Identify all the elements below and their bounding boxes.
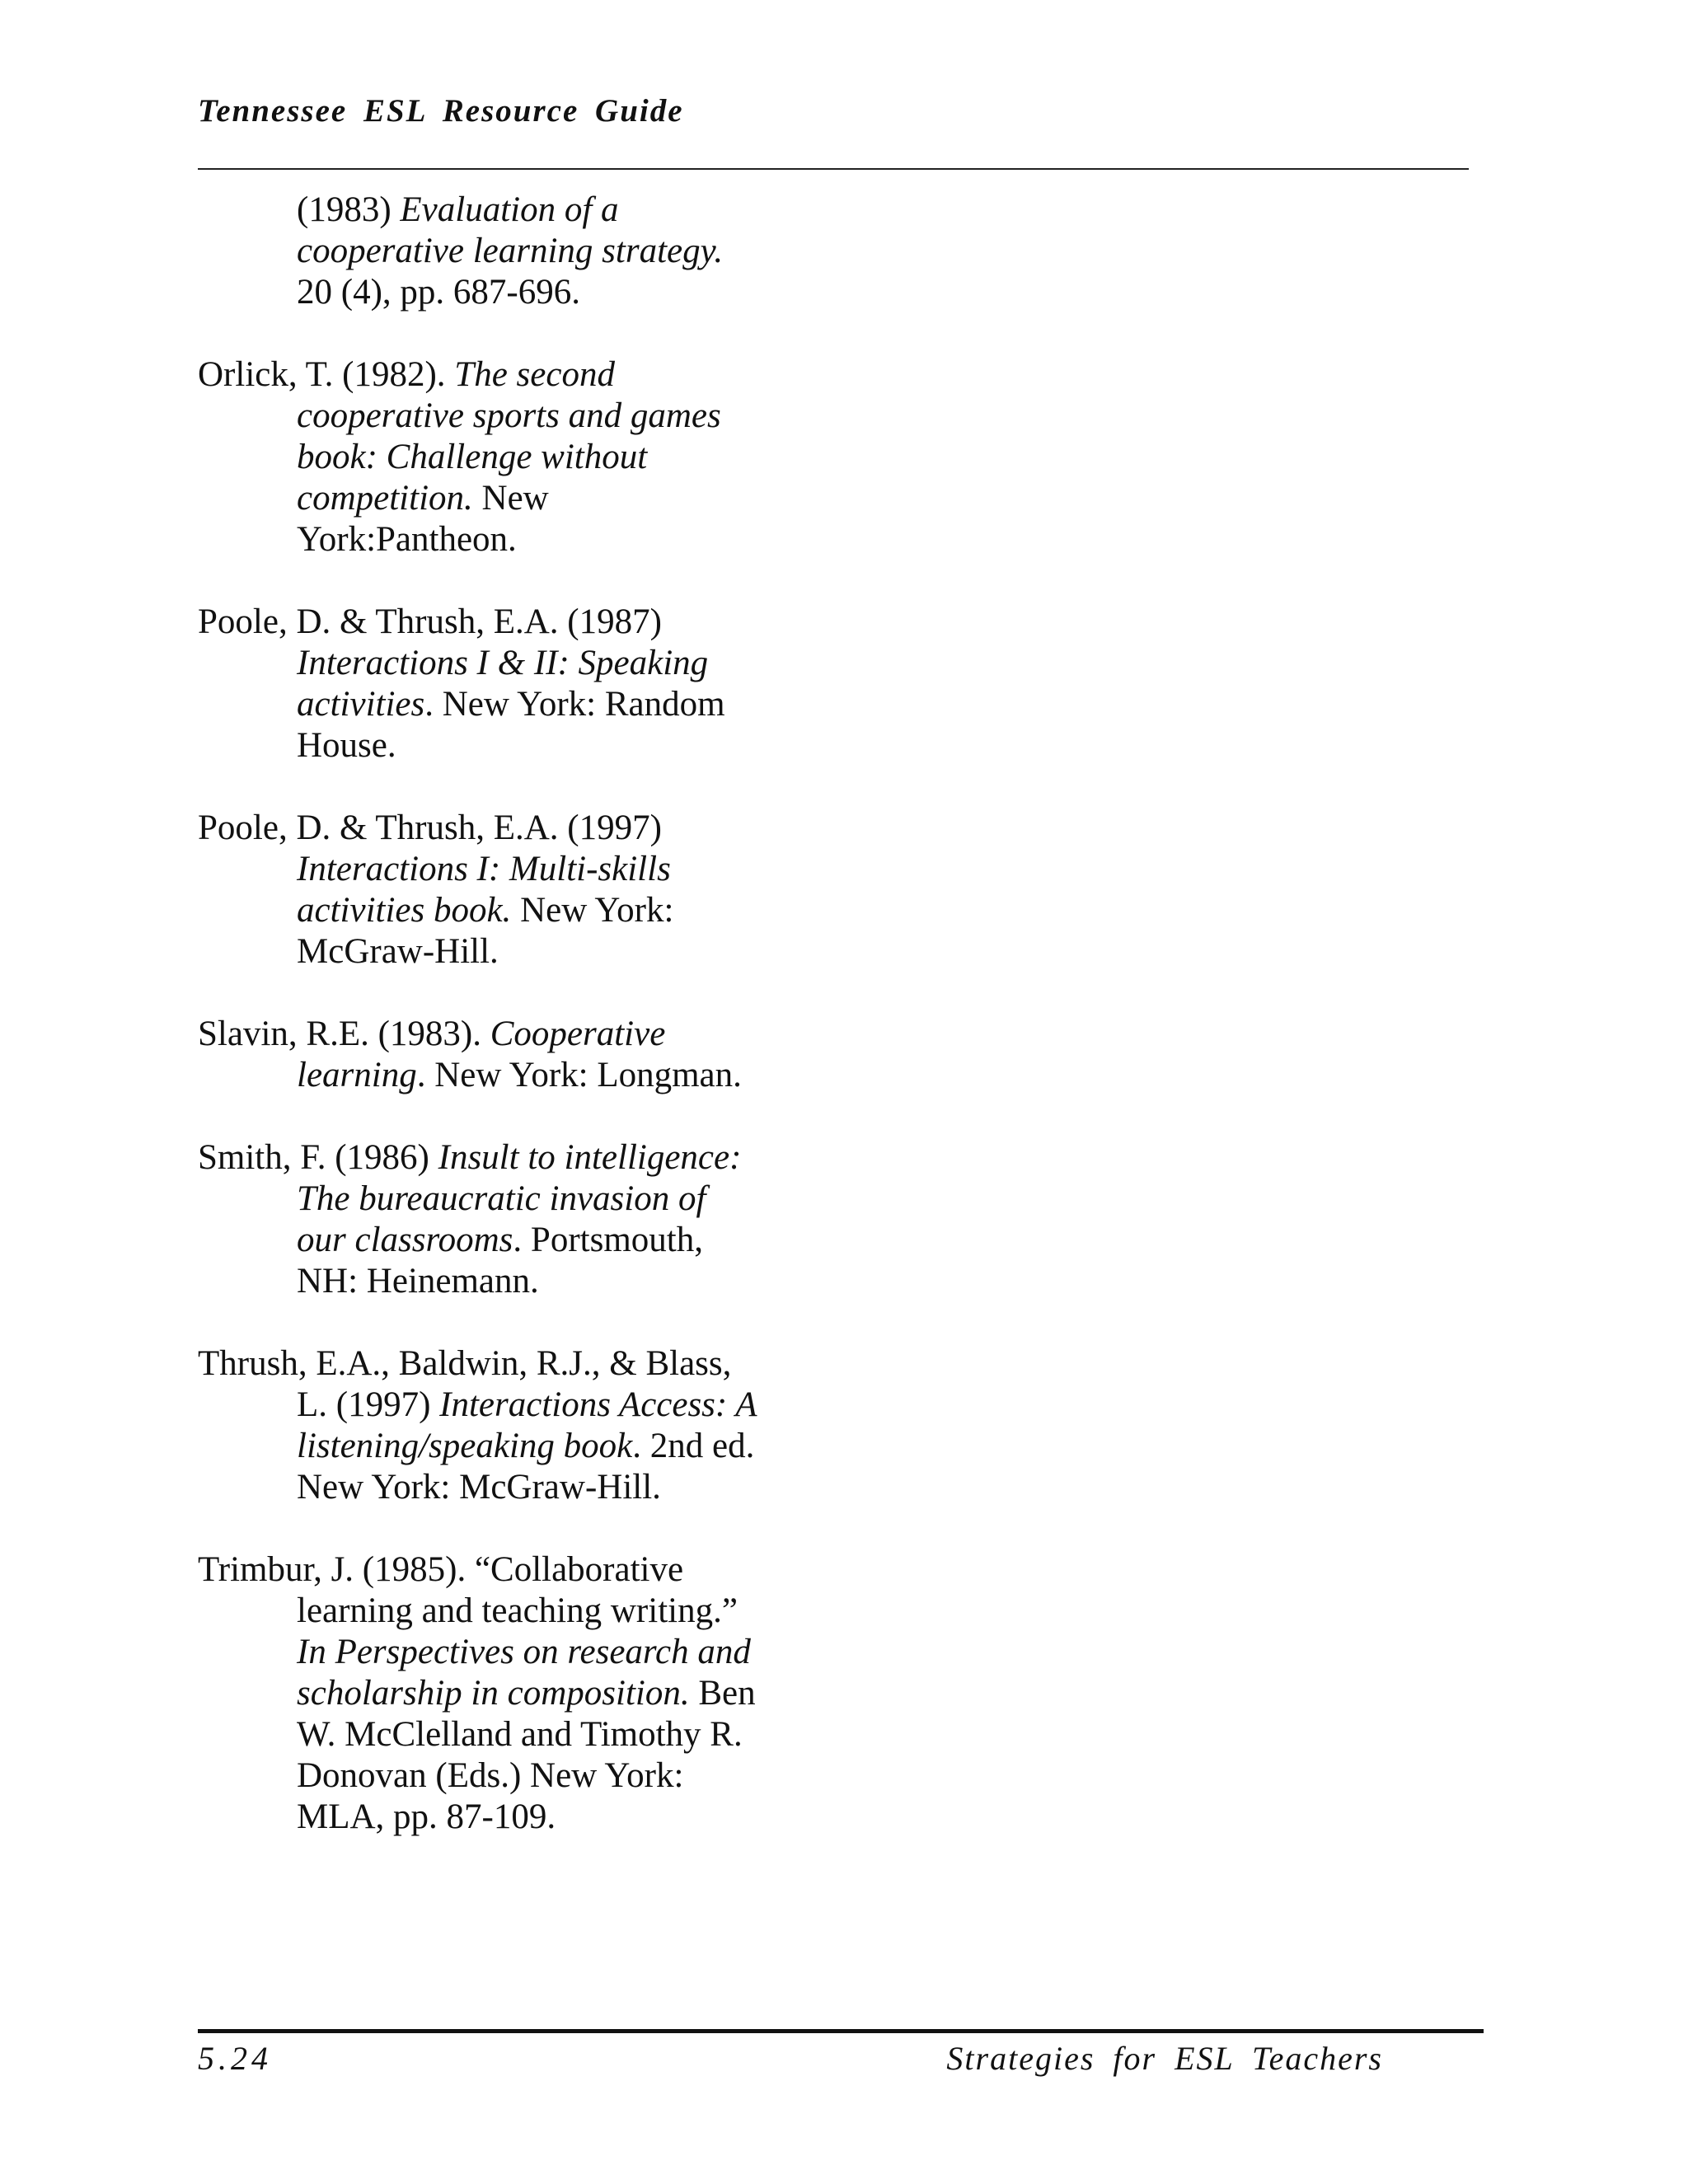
reference-title-text: book: Challenge without <box>297 438 648 476</box>
reference-line <box>198 1755 940 1797</box>
reference-text: . New York: Longman. <box>416 1056 742 1094</box>
reference-line <box>198 478 940 519</box>
reference-text: York:Pantheon. <box>297 520 517 559</box>
reference-text: L. (1997) <box>297 1385 440 1424</box>
reference-text: Thrush, E.A., Baldwin, R.J., & Blass, <box>198 1344 732 1383</box>
reference-text: Ben <box>689 1674 756 1713</box>
header-rule <box>198 168 1469 170</box>
reference-text: 20 (4), pp. 687-696. <box>297 273 580 312</box>
reference-title-text: Evaluation of a <box>400 190 619 229</box>
reference-title-text: Interactions I & II: Speaking <box>297 644 709 682</box>
reference-text: NH: Heinemann. <box>297 1262 539 1301</box>
reference-text: House. <box>297 726 396 765</box>
reference-text: . New York: Random <box>424 685 725 724</box>
reference-line <box>198 1714 940 1755</box>
reference-entry <box>198 602 940 766</box>
reference-line <box>198 1426 940 1467</box>
reference-text: Smith, F. (1986) <box>198 1138 438 1177</box>
reference-line <box>198 684 940 725</box>
footer-rule <box>198 2029 1484 2033</box>
reference-text: New <box>472 479 549 518</box>
reference-line <box>198 1673 940 1714</box>
reference-line <box>198 849 940 890</box>
reference-title-text: The bureaucratic invasion of <box>297 1179 706 1218</box>
reference-list <box>198 190 940 1879</box>
reference-title-text: Cooperative <box>490 1015 666 1053</box>
reference-line <box>198 890 940 931</box>
reference-line <box>198 437 940 478</box>
reference-line <box>198 1137 940 1179</box>
reference-line <box>198 808 940 849</box>
reference-title-text: cooperative sports and games <box>297 396 721 435</box>
reference-line <box>198 519 940 560</box>
reference-line <box>198 1179 940 1220</box>
reference-entry <box>198 1014 940 1096</box>
reference-line <box>198 231 940 272</box>
reference-text: Poole, D. & Thrush, E.A. (1997) <box>198 808 662 847</box>
reference-title-text: In Perspectives on research and <box>297 1633 751 1671</box>
reference-text: Poole, D. & Thrush, E.A. (1987) <box>198 602 662 641</box>
reference-text: Slavin, R.E. (1983). <box>198 1015 490 1053</box>
running-header-title: Tennessee ESL Resource Guide <box>198 93 684 129</box>
reference-line <box>198 1220 940 1261</box>
reference-entry <box>198 354 940 560</box>
footer-section-title: Strategies for ESL Teachers <box>946 2040 1383 2077</box>
page-number: 5.24 <box>198 2040 272 2077</box>
reference-line <box>198 272 940 313</box>
reference-title-text: The second <box>454 355 615 394</box>
reference-text: W. McClelland and Timothy R. <box>297 1715 743 1754</box>
reference-text: Orlick, T. (1982). <box>198 355 455 394</box>
reference-title-text: scholarship in composition. <box>297 1674 690 1713</box>
reference-title-text: our classrooms <box>297 1221 513 1259</box>
reference-line <box>198 396 940 437</box>
reference-title-text: activities <box>297 685 425 724</box>
reference-line <box>198 931 940 972</box>
reference-entry <box>198 1549 940 1838</box>
reference-text: New York: <box>511 891 674 930</box>
reference-line <box>198 354 940 396</box>
reference-title-text: Interactions I: Multi-skills <box>297 850 671 888</box>
reference-line <box>198 1632 940 1673</box>
reference-entry <box>198 190 940 313</box>
reference-line <box>198 1549 940 1591</box>
reference-text: McGraw-Hill. <box>297 932 499 971</box>
reference-line <box>198 1385 940 1426</box>
reference-text: (1983) <box>297 190 401 229</box>
reference-line <box>198 190 940 231</box>
reference-line <box>198 1797 940 1838</box>
reference-title-text: Insult to intelligence: <box>438 1138 742 1177</box>
reference-text: Donovan (Eds.) New York: <box>297 1756 684 1795</box>
reference-line <box>198 602 940 643</box>
reference-text: . 2nd ed. <box>632 1427 755 1465</box>
reference-title-text: cooperative learning strategy. <box>297 232 724 270</box>
reference-line <box>198 643 940 684</box>
reference-title-text: activities book. <box>297 891 512 930</box>
reference-line <box>198 1055 940 1096</box>
reference-entry <box>198 808 940 972</box>
reference-line <box>198 1591 940 1632</box>
reference-line <box>198 725 940 766</box>
reference-line <box>198 1261 940 1302</box>
reference-title-text: listening/speaking book <box>297 1427 633 1465</box>
reference-line <box>198 1014 940 1055</box>
reference-entry <box>198 1137 940 1302</box>
reference-title-text: learning <box>297 1056 417 1094</box>
reference-line <box>198 1467 940 1508</box>
reference-text: . Portsmouth, <box>513 1221 703 1259</box>
reference-line <box>198 1343 940 1385</box>
reference-text: Trimbur, J. (1985). “Collaborative <box>198 1550 684 1589</box>
reference-text: learning and teaching writing.” <box>297 1591 738 1630</box>
reference-title-text: competition. <box>297 479 473 518</box>
reference-text: MLA, pp. 87-109. <box>297 1797 556 1836</box>
reference-entry <box>198 1343 940 1508</box>
reference-title-text: Interactions Access: A <box>439 1385 757 1424</box>
reference-text: New York: McGraw-Hill. <box>297 1468 661 1507</box>
